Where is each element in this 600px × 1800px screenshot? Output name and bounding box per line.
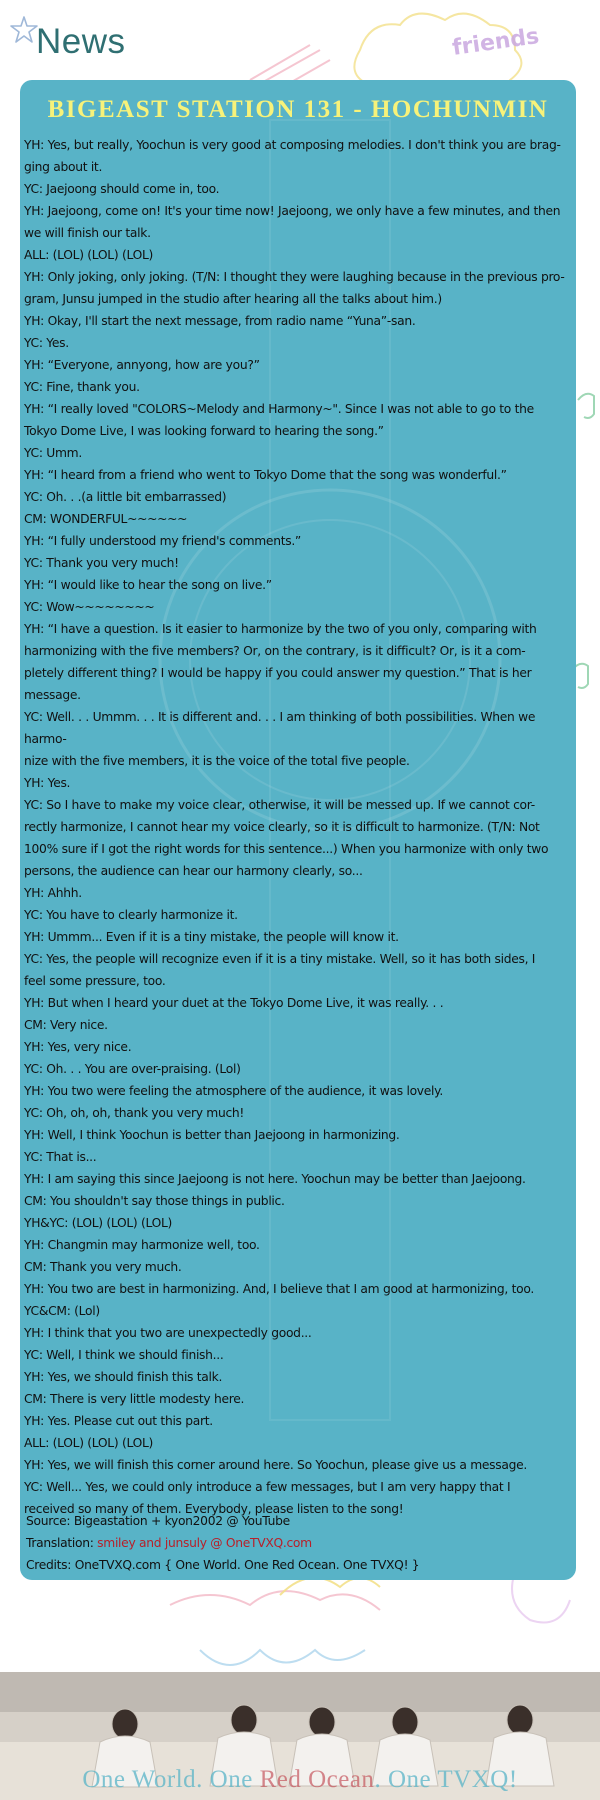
transcript-line: YH: Yes, we should finish this talk.: [24, 1370, 223, 1384]
credits-translation-names: smiley and junsuly @ OneTVXQ.com: [97, 1536, 312, 1550]
friends-doodle-text: friends: [450, 24, 541, 61]
transcript-line: message.: [24, 688, 81, 702]
transcript-line: YH: “I would like to hear the song on live.”: [24, 578, 272, 592]
transcript-line: YH: I am saying this since Jaejoong is not here. Yoochun may be better than Jaejoong.: [24, 1172, 526, 1186]
transcript-line: YH: Changmin may harmonize well, too.: [24, 1238, 260, 1252]
transcript-line: CM: Thank you very much.: [24, 1260, 182, 1274]
transcript-line: YC: Oh. . .(a little bit embarrassed): [24, 490, 227, 504]
transcript-line: YH: Only joking, only joking. (T/N: I thought they were laughing because in the previous pro-: [24, 270, 565, 284]
transcript-line: YC: Thank you very much!: [24, 556, 179, 570]
transcript-line: YC: Fine, thank you.: [24, 380, 140, 394]
transcript-list: [24, 134, 572, 1520]
transcript-line: ging about it.: [24, 160, 103, 174]
transcript-line: gram, Junsu jumped in the studio after hearing all the talks about him.): [24, 292, 442, 306]
transcript-line: received so many of them. Everybody, please listen to the song!: [24, 1502, 404, 1516]
transcript-line: persons, the audience can hear our harmony clearly, so...: [24, 864, 363, 878]
transcript-line: YH: You two are best in harmonizing. And, I believe that I am good at harmonizing, too.: [24, 1282, 535, 1296]
credits-credits: Credits: OneTVXQ.com { One World. One Red Ocean. One TVXQ! }: [26, 1558, 420, 1572]
transcript-line: YC: Yes.: [24, 336, 69, 350]
credits-source: Source: Bigeastation + kyon2002 @ YouTube: [26, 1514, 290, 1528]
transcript-line: 100% sure if I got the right words for this sentence...) When you harmonize with only two: [24, 842, 549, 856]
page-header: [0, 0, 600, 80]
credits-block: [26, 1510, 566, 1576]
transcript-line: YC: Oh, oh, oh, thank you very much!: [24, 1106, 245, 1120]
transcript-line: YH: “I heard from a friend who went to Tokyo Dome that the song was wonderful.”: [24, 468, 507, 482]
transcript-line: YH: Yes, we will finish this corner around here. So Yoochun, please give us a message.: [24, 1458, 527, 1472]
transcript-line: rectly harmonize, I cannot hear my voice clearly, so it is difficult to harmonize. (T/N: Not: [24, 820, 540, 834]
transcript-line: YC&CM: (Lol): [24, 1304, 100, 1318]
transcript-line: YC: Wow~~~~~~~~: [24, 600, 155, 614]
article-panel: [20, 80, 576, 1580]
transcript-line: YH: Well, I think Yoochun is better than Jaejoong in harmonizing.: [24, 1128, 400, 1142]
transcript-line: YH: Ahhh.: [24, 886, 82, 900]
transcript-line: YC: Well. . . Ummm. . . It is different and. . . I am thinking of both possibilities. When we harmo-: [24, 710, 536, 746]
transcript-line: YH: Okay, I'll start the next message, from radio name “Yuna”-san.: [24, 314, 416, 328]
transcript-line: we will finish our talk.: [24, 226, 151, 240]
credits-translation-label: Translation:: [26, 1536, 98, 1550]
transcript-line: YH: But when I heard your duet at the Tokyo Dome Live, it was really. . .: [24, 996, 444, 1010]
transcript-line: YH: I think that you two are unexpectedly good...: [24, 1326, 312, 1340]
transcript-line: YC: Well, I think we should finish...: [24, 1348, 224, 1362]
transcript-line: CM: Very nice.: [24, 1018, 108, 1032]
footer-slogan-part1: One World. One: [82, 1766, 260, 1793]
transcript-line: YH&YC: (LOL) (LOL) (LOL): [24, 1216, 173, 1230]
transcript-line: YH: Jaejoong, come on! It's your time now! Jaejoong, we only have a few minutes, and then: [24, 204, 561, 218]
transcript-line: YH: You two were feeling the atmosphere of the audience, it was lovely.: [24, 1084, 443, 1098]
transcript-line: harmonizing with the five members? Or, on the contrary, is it difficult? Or, is it a com-: [24, 644, 526, 658]
transcript-line: YC: Well... Yes, we could only introduce a few messages, but I am very happy that I: [24, 1480, 511, 1494]
transcript-line: YH: “I fully understood my friend's comments.”: [24, 534, 301, 548]
transcript-line: ALL: (LOL) (LOL) (LOL): [24, 248, 153, 262]
footer-slogan: [0, 1766, 600, 1794]
transcript-line: Tokyo Dome Live, I was looking forward to hearing the song.”: [24, 424, 384, 438]
transcript-line: YC: Yes, the people will recognize even if it is a tiny mistake. Well, so it has both sides, I: [24, 952, 536, 966]
transcript-line: pletely different thing? I would be happy if you could answer my question.” That is her: [24, 666, 532, 680]
footer-banner: [0, 1672, 600, 1800]
page-title: News: [36, 22, 126, 61]
transcript-line: YC: That is...: [24, 1150, 97, 1164]
transcript-line: nize with the five members, it is the voice of the total five people.: [24, 754, 410, 768]
transcript-line: CM: You shouldn't say those things in public.: [24, 1194, 285, 1208]
transcript-line: YH: Ummm... Even if it is a tiny mistake, the people will know it.: [24, 930, 399, 944]
transcript-line: YH: “I really loved "COLORS~Melody and Harmony~". Since I was not able to go to the: [24, 402, 534, 416]
footer-slogan-red-ocean: Red Ocean: [259, 1766, 375, 1793]
transcript-line: ALL: (LOL) (LOL) (LOL): [24, 1436, 153, 1450]
transcript-line: YC: Umm.: [24, 446, 82, 460]
transcript-line: YH: “Everyone, annyong, how are you?”: [24, 358, 260, 372]
credits-translation: [26, 1532, 566, 1554]
footer-slogan-part3: . One TVXQ!: [374, 1766, 518, 1793]
transcript-line: YH: Yes.: [24, 776, 71, 790]
transcript-line: YH: Yes, but really, Yoochun is very good at composing melodies. I don't think you are brag-: [24, 138, 561, 152]
transcript-line: YC: Jaejoong should come in, too.: [24, 182, 220, 196]
transcript-line: feel some pressure, too.: [24, 974, 166, 988]
transcript-line: YH: Yes, very nice.: [24, 1040, 132, 1054]
transcript-line: YC: You have to clearly harmonize it.: [24, 908, 238, 922]
transcript-line: YC: So I have to make my voice clear, otherwise, it will be messed up. If we cannot cor-: [24, 798, 535, 812]
article-title: BIGEAST STATION 131 - HOCHUNMIN: [47, 96, 549, 123]
transcript-line: CM: There is very little modesty here.: [24, 1392, 245, 1406]
transcript-line: YC: Oh. . . You are over-praising. (Lol): [24, 1062, 241, 1076]
transcript-line: CM: WONDERFUL~~~~~~: [24, 512, 188, 526]
transcript-line: YH: Yes. Please cut out this part.: [24, 1414, 213, 1428]
transcript-line: YH: “I have a question. Is it easier to harmonize by the two of you only, comparing with: [24, 622, 537, 636]
